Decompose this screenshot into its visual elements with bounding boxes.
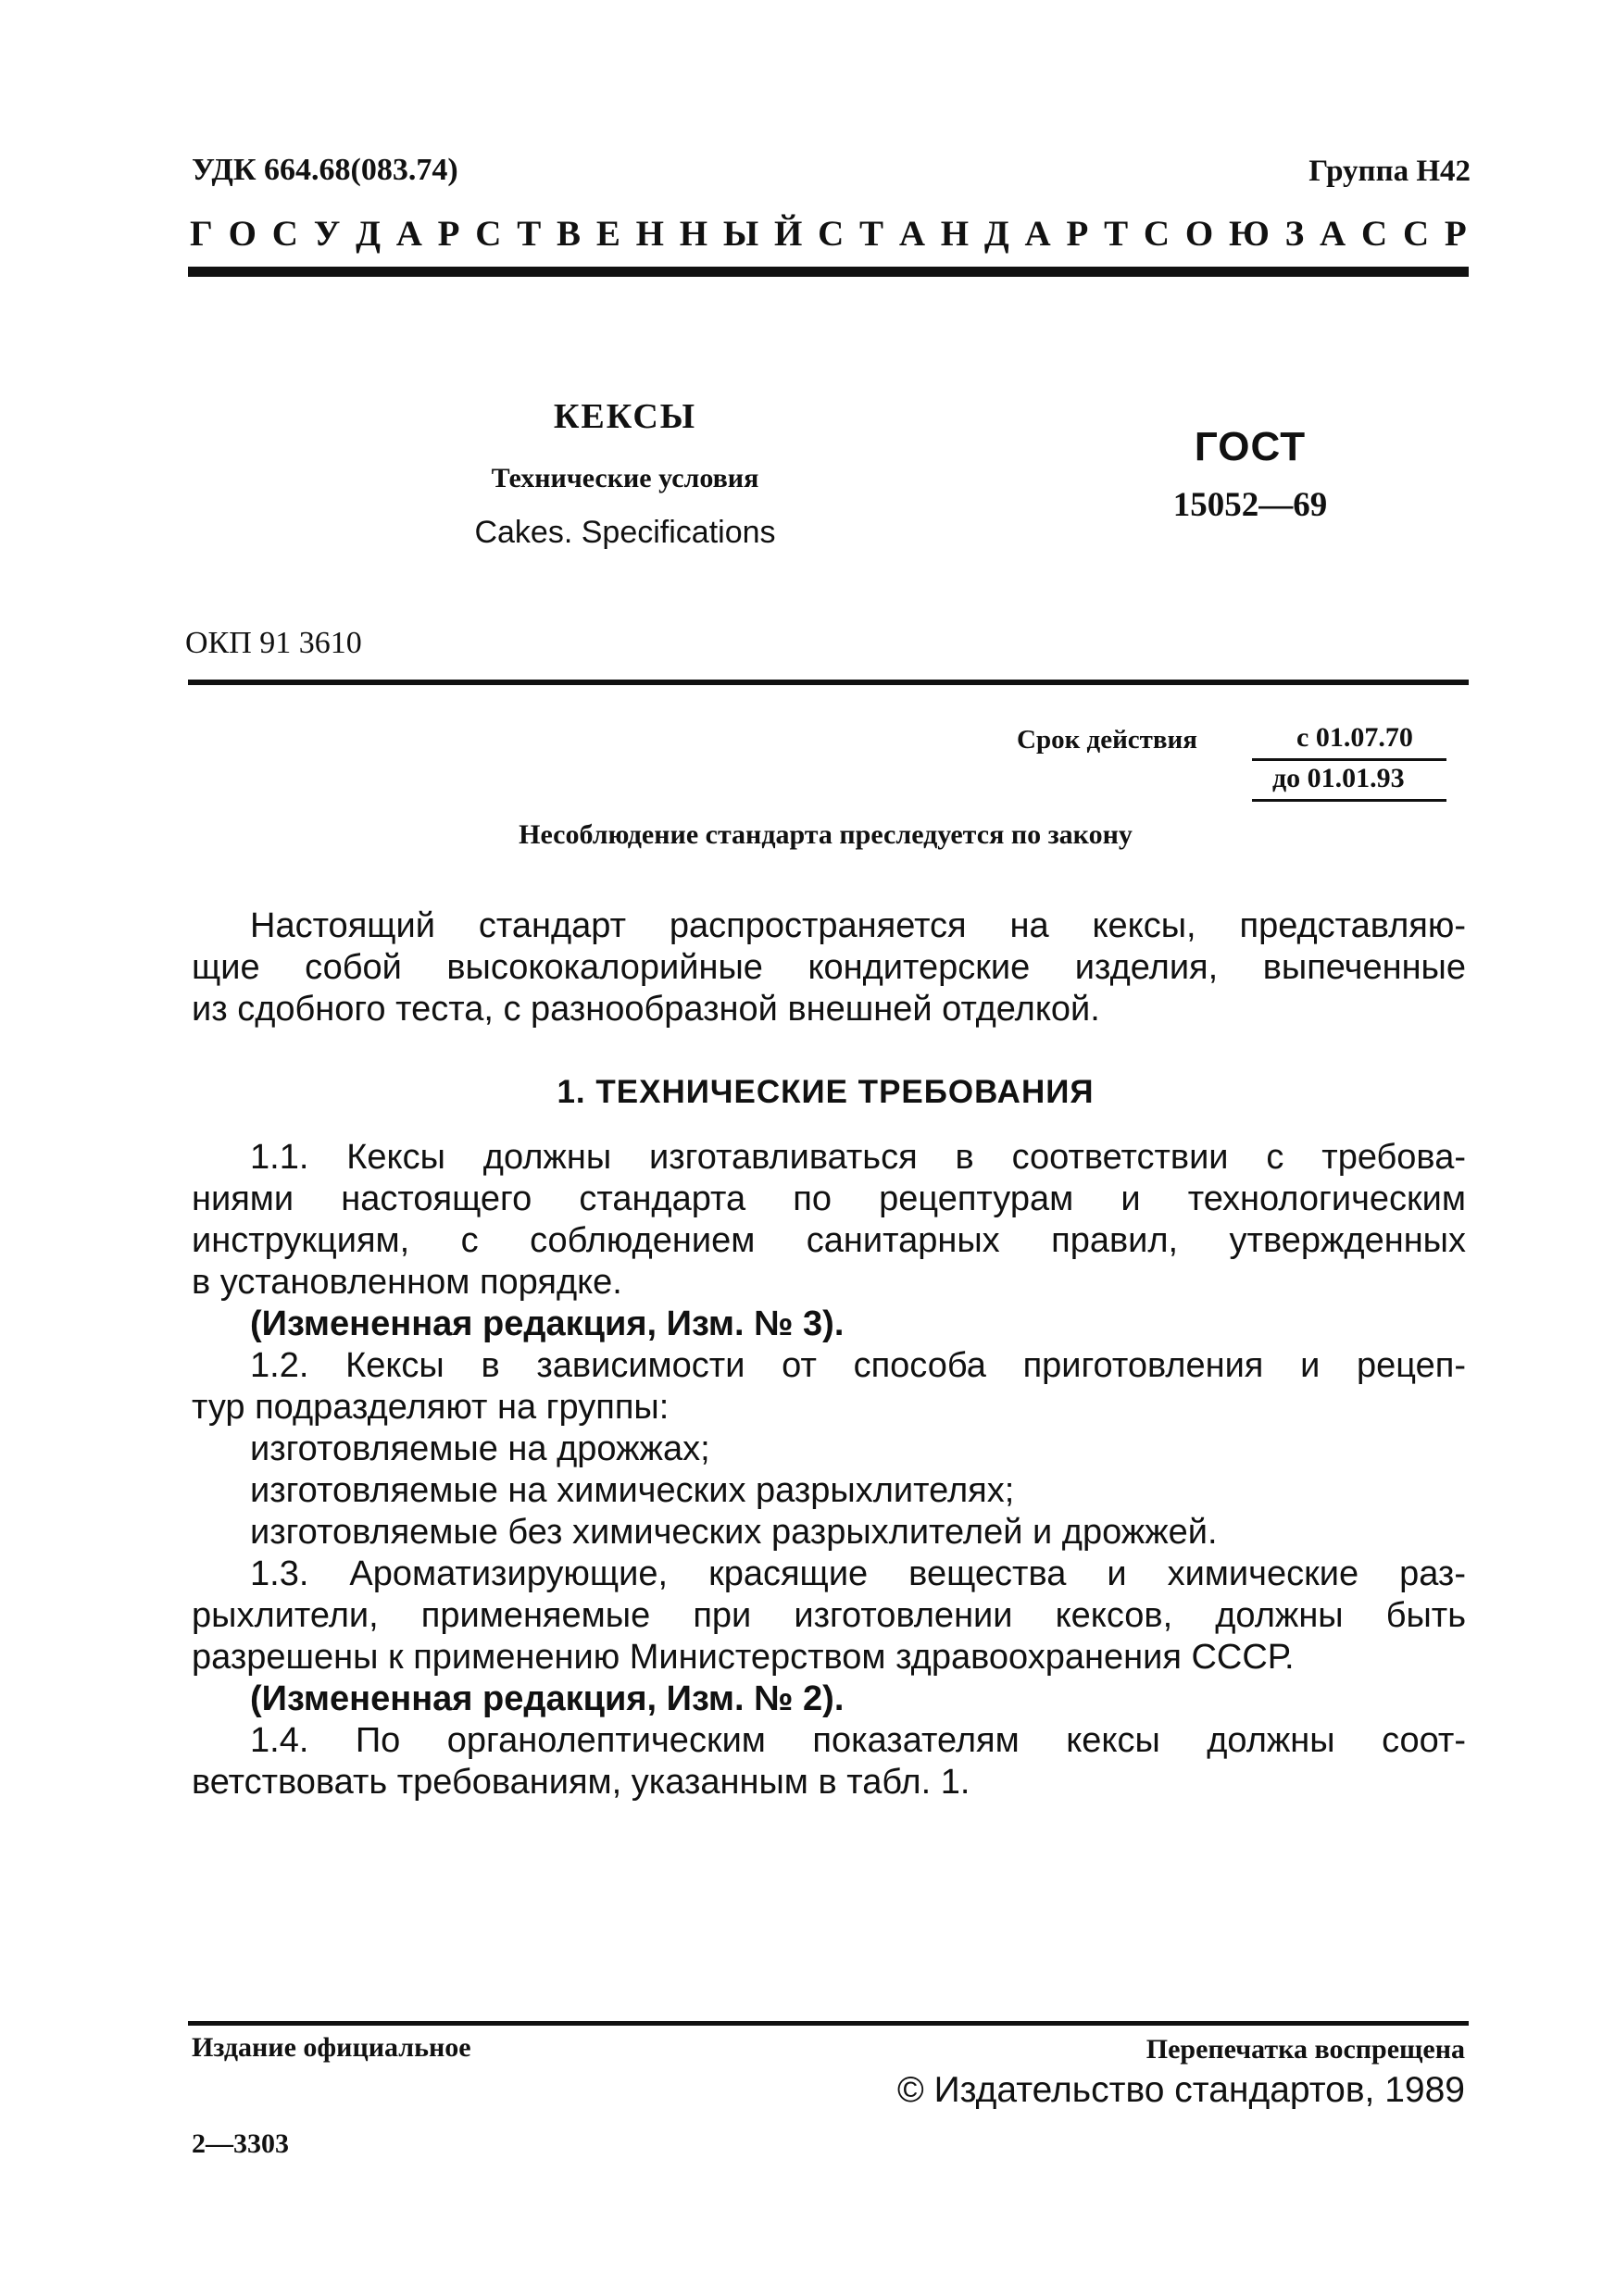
clause-1-1-line: 1.1. Кексы должны изготавливаться в соответствии с требова- — [250, 1138, 1466, 1177]
amendment-3: (Измененная редакция, Изм. № 3). — [250, 1304, 845, 1343]
state-title-letter: С — [271, 213, 298, 254]
state-title-letter: Н — [940, 213, 970, 254]
gost-label: ГОСТ — [1194, 424, 1307, 469]
intro-line: щие собой высококалорийные кондитерские изделия, выпеченные — [192, 948, 1466, 987]
print-number: 2—3303 — [192, 2128, 289, 2159]
state-title-letter: С — [1361, 213, 1388, 254]
validity-label: Срок действия — [1017, 725, 1197, 755]
reprint-note: Перепечатка воспрещена — [1146, 2034, 1465, 2065]
clause-1-1-line: инструкциям, с соблюдением санитарных правил, утвержденных — [192, 1221, 1466, 1260]
intro-line: из сдобного теста, с разнообразной внешней отделкой. — [192, 990, 1100, 1029]
state-title-letter: А — [1024, 213, 1051, 254]
document-subtitle: Технические условия — [491, 463, 759, 493]
validity-rule-2 — [1252, 799, 1446, 802]
state-title-letter: Р — [1066, 213, 1089, 254]
state-title-letter: В — [557, 213, 582, 254]
document-english-title: Cakes. Specifications — [474, 515, 776, 550]
state-title-letter: С — [1143, 213, 1171, 254]
okp-code: ОКП 91 3610 — [185, 626, 362, 660]
state-title-letter: Н — [635, 213, 664, 254]
state-title-letter: Й — [773, 213, 803, 254]
state-standard-title — [190, 213, 1467, 254]
state-title-letter: Е — [595, 213, 620, 254]
clause-1-2-line: тур подразделяют на группы: — [192, 1388, 670, 1427]
state-title-letter: С — [818, 213, 845, 254]
clause-1-1-line: ниями настоящего стандарта по рецептурам и технологическим — [192, 1179, 1466, 1218]
state-title-letter: Т — [517, 213, 542, 254]
edition-note: Издание официальное — [192, 2032, 471, 2063]
group-item: изготовляемые без химических разрыхлителей и дрожжей. — [250, 1513, 1218, 1552]
validity-to: до 01.01.93 — [1272, 763, 1405, 793]
title-rule — [188, 680, 1469, 685]
clause-1-4-line: 1.4. По органолептическим показателям кексы должны соот- — [250, 1721, 1466, 1760]
clause-1-3-line: 1.3. Ароматизирующие, красящие вещества и химические раз- — [250, 1554, 1466, 1593]
state-title-letter: О — [1184, 213, 1214, 254]
state-title-letter: А — [1320, 213, 1346, 254]
header-rule — [188, 267, 1469, 277]
clause-1-1-line: в установленном порядке. — [192, 1263, 622, 1302]
state-title-letter: О — [228, 213, 257, 254]
state-title-letter: С — [475, 213, 502, 254]
state-title-letter: Т — [859, 213, 884, 254]
legal-notice: Несоблюдение стандарта преследуется по закону — [519, 819, 1133, 850]
amendment-2: (Измененная редакция, Изм. № 2). — [250, 1679, 845, 1718]
state-title-letter: Ю — [1228, 213, 1270, 254]
group-item: изготовляемые на химических разрыхлителях; — [250, 1471, 1015, 1510]
clause-1-2-line: 1.2. Кексы в зависимости от способа приготовления и рецеп- — [250, 1346, 1466, 1385]
state-title-letter: А — [898, 213, 925, 254]
validity-from: с 01.07.70 — [1296, 722, 1413, 753]
state-title-letter: Р — [1444, 213, 1467, 254]
section-heading: 1. ТЕХНИЧЕСКИЕ ТРЕБОВАНИЯ — [557, 1074, 1095, 1110]
copyright: © Издательство стандартов, 1989 — [897, 2070, 1465, 2110]
group-code: Группа Н42 — [1308, 155, 1471, 188]
state-title-letter: А — [395, 213, 422, 254]
gost-number: 15052—69 — [1172, 486, 1328, 524]
state-title-letter: Т — [1104, 213, 1129, 254]
state-title-letter: У — [313, 213, 341, 254]
state-title-letter: Г — [190, 213, 213, 254]
intro-paragraph — [192, 905, 1466, 1030]
clause-1-3-line: разрешены к применению Министерством здравоохранения СССР. — [192, 1638, 1295, 1677]
validity-rule-1 — [1252, 758, 1446, 761]
state-title-letter: С — [1402, 213, 1430, 254]
state-title-letter: З — [1284, 213, 1305, 254]
footer-rule — [188, 2021, 1469, 2026]
clause-1-3-line: рыхлители, применяемые при изготовлении кексов, должны быть — [192, 1596, 1466, 1635]
state-title-letter: Д — [983, 213, 1009, 254]
clauses — [192, 1137, 1466, 1803]
intro-line: Настоящий стандарт распространяется на кексы, представляю- — [250, 906, 1466, 945]
clause-1-4-line: ветствовать требованиям, указанным в табл. 1. — [192, 1763, 970, 1802]
udk-code: УДК 664.68(083.74) — [192, 153, 458, 187]
document-title: КЕКСЫ — [553, 397, 697, 436]
state-title-letter: Р — [437, 213, 460, 254]
state-title-letter: Н — [679, 213, 708, 254]
state-title-letter: Ы — [722, 213, 759, 254]
state-title-letter: Д — [356, 213, 381, 254]
group-item: изготовляемые на дрожжах; — [250, 1429, 710, 1468]
